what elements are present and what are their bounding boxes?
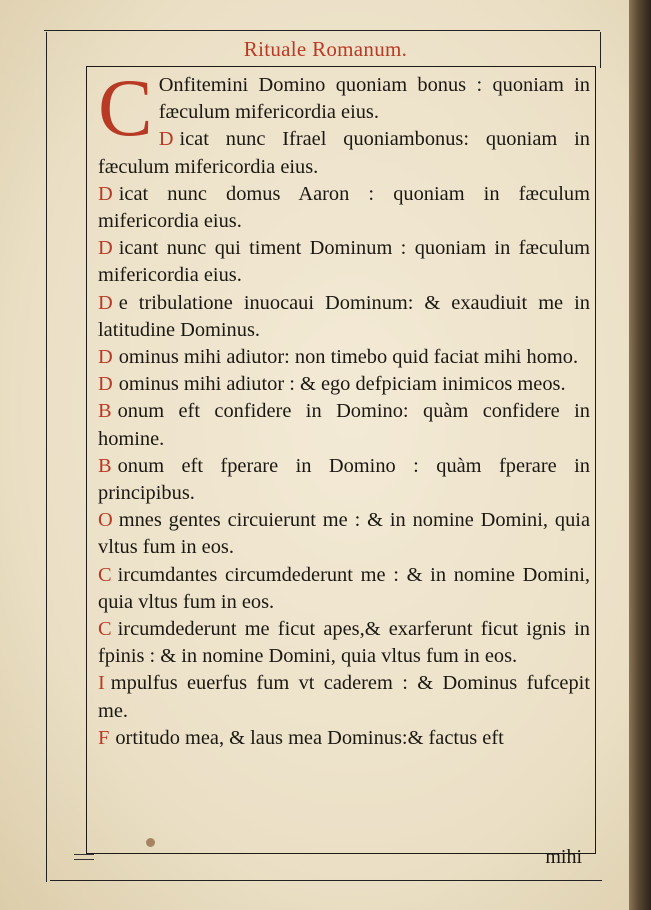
verse-12	[98, 616, 590, 670]
psalm-text	[98, 62, 590, 752]
verse-8	[98, 398, 590, 452]
rubric-initial: D	[158, 128, 174, 151]
verse-text: onum eft fperare in Domino : quàm fperare in principibus.	[98, 454, 590, 505]
rubric-initial: B	[98, 454, 112, 477]
verse-10	[98, 507, 590, 561]
verse-text: e tribulatione inuocaui Dominum: & exaudiuit me in latitudine Dominus.	[98, 291, 590, 341]
verse-text: icant nunc qui timent Dominum : quoniam in fæculum mifericordia eius.	[98, 237, 590, 287]
drop-cap: C	[98, 62, 153, 153]
verse-text: icat nunc domus Aaron : quoniam in fæculum mifericordia eius.	[98, 182, 590, 233]
rubric-initial: F	[98, 726, 110, 749]
rubric-initial: D	[98, 291, 113, 314]
left-margin-rule	[46, 32, 47, 882]
verse-text: Onfitemini Domino quoniam bonus : quoniam in fæculum mifericordia eius.	[158, 74, 590, 124]
verse-text: ominus mihi adiutor : & ego defpiciam inimicos meos.	[118, 373, 566, 396]
verse-4	[98, 235, 590, 289]
rubric-initial: D	[98, 373, 113, 396]
rubric-initial: D	[98, 346, 113, 369]
verse-text: onum eft confidere in Domino: quàm confidere in homine.	[98, 400, 590, 450]
verse-text: ircumdederunt me ficut apes,& exarferunt ficut ignis in fpinis : & in nomine Domini, quia vltus fum in eos.	[98, 618, 590, 668]
verse-6	[98, 344, 590, 371]
rubric-initial: C	[98, 563, 112, 586]
verse-11	[98, 562, 590, 616]
running-title: Rituale Romanum.	[243, 37, 408, 61]
verse-text: icat nunc Ifrael quoniambonus: quoniam in fæculum mifericordia eius.	[98, 128, 590, 178]
rubric-initial: I	[98, 672, 105, 695]
verse-3	[98, 181, 590, 235]
footer-ornament	[74, 854, 94, 860]
verse-14	[98, 725, 590, 752]
verse-9	[98, 453, 590, 507]
verse-text: ircumdantes circumdederunt me : & in nomine Domini, quia vltus fum in eos.	[98, 563, 590, 613]
verse-text: mnes gentes circuierunt me : & in nomine Domini, quia vltus fum in eos.	[98, 509, 590, 559]
verse-5	[98, 290, 590, 344]
top-rule	[44, 30, 600, 31]
bottom-rule	[50, 880, 602, 881]
rubric-initial: C	[98, 618, 112, 641]
verse-2	[98, 126, 590, 180]
verse-text: mpulfus euerfus fum vt caderem : & Dominus fufcepit me.	[98, 672, 590, 722]
verse-text: ominus mihi adiutor: non timebo quid faciat mihi homo.	[118, 346, 579, 369]
verse-7	[98, 371, 590, 398]
rubric-initial: B	[98, 400, 112, 423]
book-gutter	[629, 0, 651, 910]
ink-stain	[146, 838, 155, 847]
rubric-initial: D	[98, 182, 113, 205]
catchword: mihi	[545, 846, 582, 868]
verse-1	[98, 72, 590, 126]
rubric-initial: D	[98, 237, 113, 260]
verse-13	[98, 670, 590, 724]
rubric-initial: O	[98, 509, 113, 532]
verse-text: ortitudo mea, & laus mea Dominus:& factus eft	[115, 726, 504, 749]
